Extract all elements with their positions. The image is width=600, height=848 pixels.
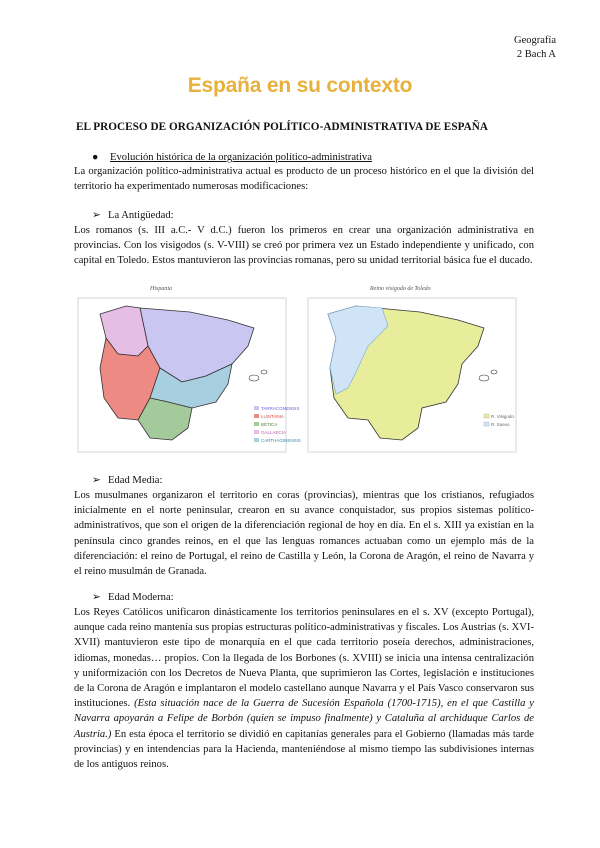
section-title: EL PROCESO DE ORGANIZACIÓN POLÍTICO-ADMINISTRATIVA DE ESPAÑA (76, 121, 489, 133)
map-reino-visigodo (308, 286, 516, 452)
arrow-icon: ➢ (92, 210, 101, 221)
subheading-edad-media-label: Edad Media: (108, 475, 163, 486)
header-subject: Geografía (514, 35, 556, 46)
subheading-edad-media (92, 474, 162, 486)
legend-item: CARTHAGINENSIS (261, 438, 301, 443)
map-left-figure (78, 298, 301, 452)
edad-moderna-paragraph (74, 605, 534, 772)
bullet-heading (92, 152, 372, 163)
arrow-icon: ➢ (92, 475, 101, 486)
edad-moderna-italic: (Esta situación nace de la Guerra de Sucesión Española (1700-1715), en el que Castilla y Navarra apoyarán a Felipe de Borbón (quien se impuso finalmente) y Cataluña al archiduque Carlos de Austria.) (74, 698, 534, 740)
legend-item: BÉTICA (261, 422, 278, 427)
bullet-text: Evolución histórica de la organización político-administrativa (110, 152, 372, 163)
legend-item: R. Suevo (491, 422, 510, 427)
map-hispania-romana (78, 286, 301, 452)
antiguedad-paragraph: Los romanos (s. III a.C.- V d.C.) fueron los primeros en crear una organización administrativa en provincias. Con los visigodos (s. V-VIII) se creó por primera vez un Estado independiente y unificado, con capital en Toledo. Estos mantuvieron las provincias romanas, pero su unidad territorial básica fue el ducado. (74, 225, 534, 267)
subheading-edad-moderna-label: Edad Moderna: (108, 592, 174, 603)
edad-moderna-text-1: Los Reyes Católicos unificaron dinásticamente los territorios peninsulares en el s. XV (excepto Portugal), aunque cada reino mantenía sus propias estructuras político-administrativas y fiscales. Los Austrias (s. XVI-XVII) mantuvieron este tipo de monarquía en el que cada territorio poseía derechos, administraciones, idiomas, monedas… propios. Con la llegada de los Borbones (s. XVIII) se inicia una intensa centralización y uniformización con los Decretos de Nueva Planta, que suprimieron las Cortes, legislación e instituciones de la Corona de Aragón e implantaron el modelo castellano aunque Navarra y el País Vasco conservaron sus instituciones. (74, 607, 534, 710)
subheading-edad-moderna (92, 591, 174, 603)
map-right-figure (308, 298, 516, 452)
map-left-caption: Hispania (150, 286, 173, 292)
legend-item: TARRACONENSIS (261, 406, 300, 411)
subheading-antiguedad (92, 209, 174, 221)
edad-media-paragraph: Los musulmanes organizaron el territorio en coras (provincias), mientras que los cristianos, refugiados inicialmente en el norte peninsular, crearon en su avance conquistador, sus propios sistemas político-administrativos, que son el origen de la diferenciación regional de hoy en día. En el s. XIII ya existían en la península cinco grandes reinos, en el que las lenguas romances actuaban como un ejemplo más de la diferenciación: el reino de Portugal, el reino de Castilla y León, la Corona de Aragón, el reino de Navarra y el reino musulmán de Granada. (74, 490, 534, 578)
map-right-caption: Reino visigodo de Toledo (370, 286, 431, 292)
legend-item: R. Visigodo (491, 414, 514, 419)
legend-item: LUSITANIA (261, 414, 284, 419)
edad-moderna-text-2: En esta época el territorio se dividió en capitanías generales para el Gobierno (llamadas más tarde provincias) y en intendencias para la Hacienda, manteniéndose al mismo tiempo las subdivisiones internas de los antiguos reinos. (74, 728, 534, 771)
page-title: España en su contexto (187, 74, 413, 97)
intro-paragraph: La organización político-administrativa actual es producto de un proceso histórico en el que la división del territorio ha experimentado numerosas modificaciones: (74, 166, 534, 193)
bullet-icon: ● (92, 152, 99, 163)
document-header (514, 34, 556, 62)
legend-item: GALLAECIA (261, 430, 287, 435)
arrow-icon: ➢ (92, 592, 101, 603)
header-course: 2 Bach A (516, 49, 556, 60)
subheading-antiguedad-label: La Antigüedad: (108, 210, 174, 221)
